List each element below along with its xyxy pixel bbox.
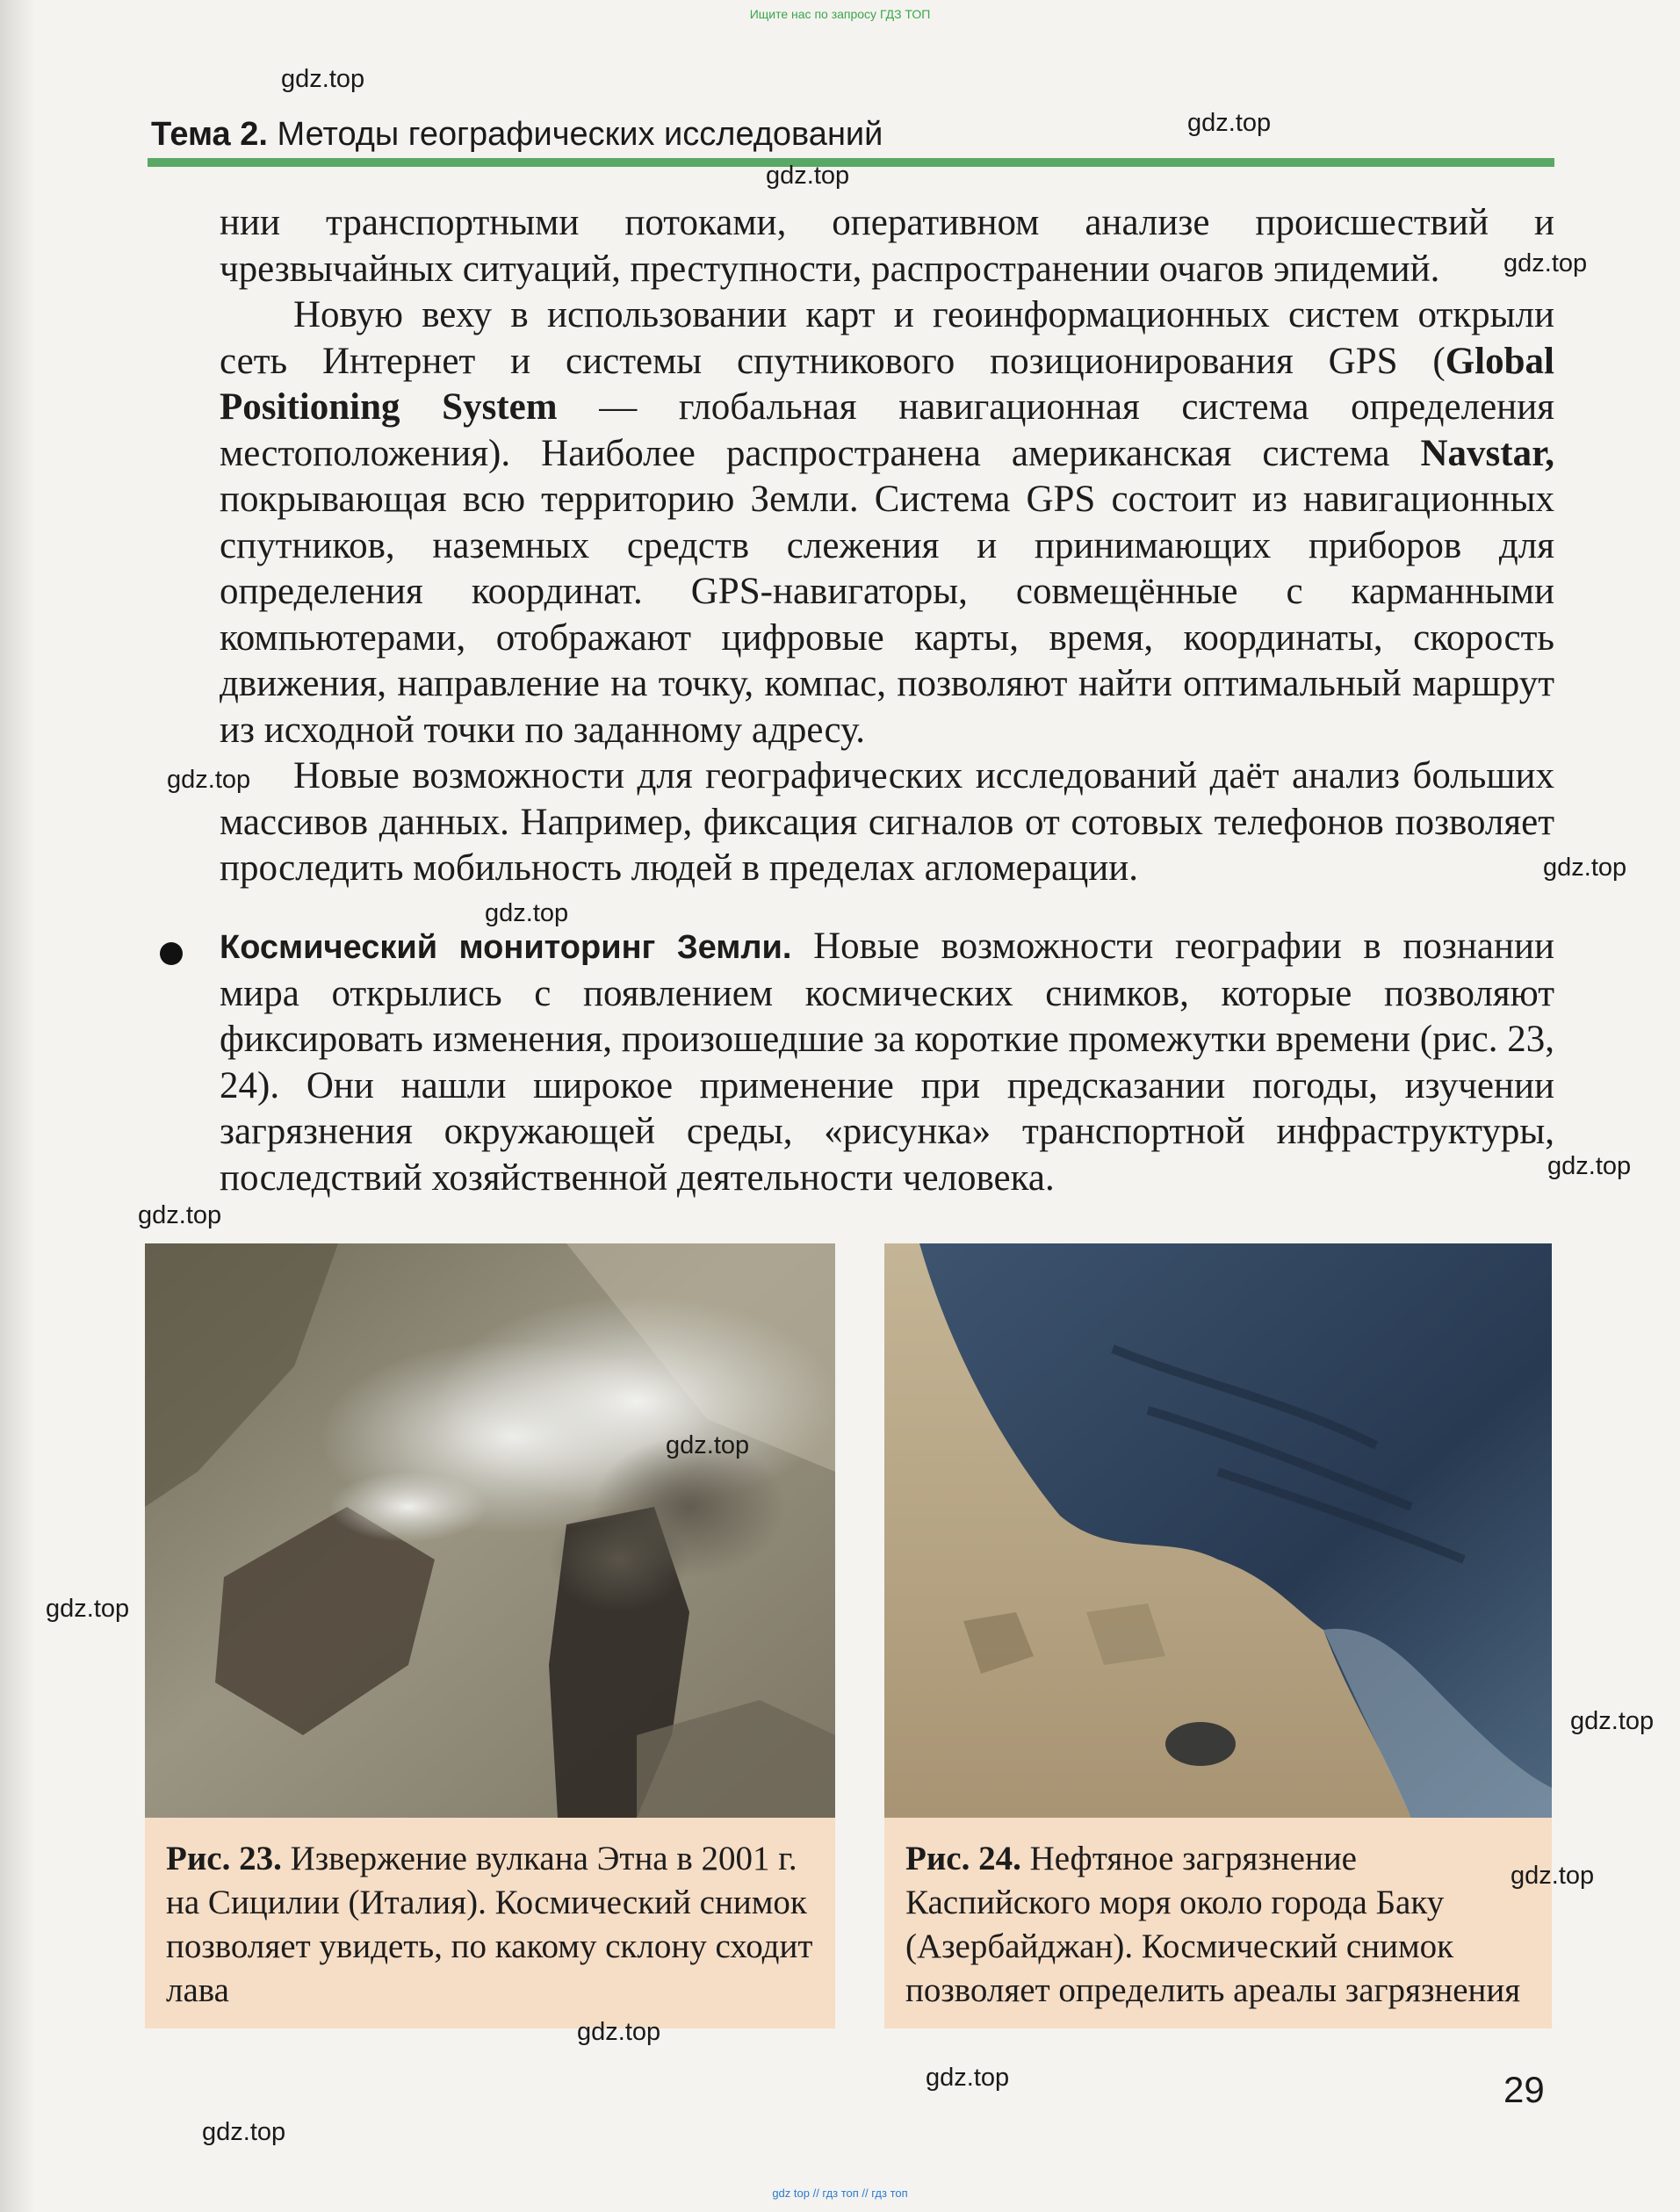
term-gps: Global Positioning System xyxy=(220,340,1554,428)
baku-satellite-image xyxy=(884,1243,1552,1818)
header-title: Методы географических исследований xyxy=(277,116,883,153)
paragraph-2-part-b: — глобальная навигационная система определения местоположения). Наиболее распространена американская система xyxy=(220,386,1554,474)
watermark: gdz.top xyxy=(577,2018,661,2046)
watermark: gdz.top xyxy=(1503,249,1588,277)
figure-24-text: Нефтяное загрязнение Каспийского моря около города Баку (Азербайджан). Космический снимок позволяет определить ареалы загрязнения xyxy=(905,1840,1521,2009)
figure-23-text: Извержение вулкана Этна в 2001 г. на Сицилии (Италия). Космический снимок позволяет увидеть, по какому склону сходит лава xyxy=(166,1840,813,2009)
figure-23-caption xyxy=(166,1837,816,2013)
page-header xyxy=(151,116,883,154)
watermark: gdz.top xyxy=(1511,1862,1595,1890)
header-prefix: Тема 2. xyxy=(151,116,268,153)
watermark: gdz.top xyxy=(1187,109,1272,137)
figure-24-caption xyxy=(905,1837,1532,2013)
bullet-icon xyxy=(160,942,183,965)
figure-23 xyxy=(145,1243,835,2028)
paragraph-1: нии транспортными потоками, оперативном анализе происшествий и чрезвычайных ситуаций, преступности, распространении очагов эпидемий. xyxy=(220,202,1554,290)
bottom-notice: gdz top // гдз топ // гдз топ xyxy=(772,2187,908,2200)
term-navstar: Navstar, xyxy=(1420,432,1554,474)
watermark: gdz.top xyxy=(766,162,850,190)
page-edge-shadow xyxy=(0,0,35,2212)
watermark: gdz.top xyxy=(1543,854,1627,882)
watermark: gdz.top xyxy=(1570,1707,1655,1735)
watermark: gdz.top xyxy=(46,1595,130,1623)
section-heading: Космический мониторинг Земли. xyxy=(220,929,792,966)
section-text: Новые возможности географии в познании мира открылись с появлением космических снимков, которые позволяют фиксировать изменения, произошедшие за короткие промежутки времени (рис. 23, 24). Они нашли широкое применение при предсказании погоды, изучении загрязнения окружающей среды, «рисунка» транспортной инфраструктуры, последствий хозяйственной деятельности человека. xyxy=(220,926,1554,1199)
figure-23-label: Рис. 23. xyxy=(166,1840,282,1877)
figure-24 xyxy=(884,1243,1552,2028)
paragraph-2 xyxy=(220,292,1554,753)
page-number: 29 xyxy=(1503,2069,1545,2110)
body-text xyxy=(220,200,1554,892)
figure-24-label: Рис. 24. xyxy=(905,1840,1021,1877)
watermark: gdz.top xyxy=(485,899,569,927)
paragraph-2-part-a: Новую веху в использовании карт и геоинформационных систем открыли сеть Интернет и системы спутникового позиционирования GPS ( xyxy=(220,294,1554,382)
section-space-monitoring xyxy=(220,924,1554,1201)
top-notice: Ищите нас по запросу ГДЗ ТОП xyxy=(749,7,931,21)
paragraph-3: Новые возможности для географических исследований даёт анализ больших массивов данных. Например, фиксация сигналов от сотовых телефонов позволяет проследить мобильность людей в пределах агломерации. xyxy=(220,755,1554,889)
header-divider xyxy=(148,158,1554,167)
paragraph-2-part-c: покрывающая всю территорию Земли. Система GPS состоит из навигационных спутников, наземных средств слежения и принимающих приборов для определения координат. GPS-навигаторы, совмещённые с карманными компьютерами, отображают цифровые карты, время, координаты, скорость движения, направление на точку, компас, позволяют найти оптимальный маршрут из исходной точки по заданному адресу. xyxy=(220,479,1554,751)
watermark: gdz.top xyxy=(138,1201,222,1229)
watermark: gdz.top xyxy=(281,65,365,93)
watermark: gdz.top xyxy=(1547,1152,1632,1180)
section-paragraph xyxy=(220,924,1554,1201)
watermark: gdz.top xyxy=(666,1431,750,1459)
watermark: gdz.top xyxy=(926,2064,1010,2092)
etna-satellite-image xyxy=(145,1243,835,1818)
watermark: gdz.top xyxy=(202,2118,286,2146)
watermark: gdz.top xyxy=(167,766,251,794)
